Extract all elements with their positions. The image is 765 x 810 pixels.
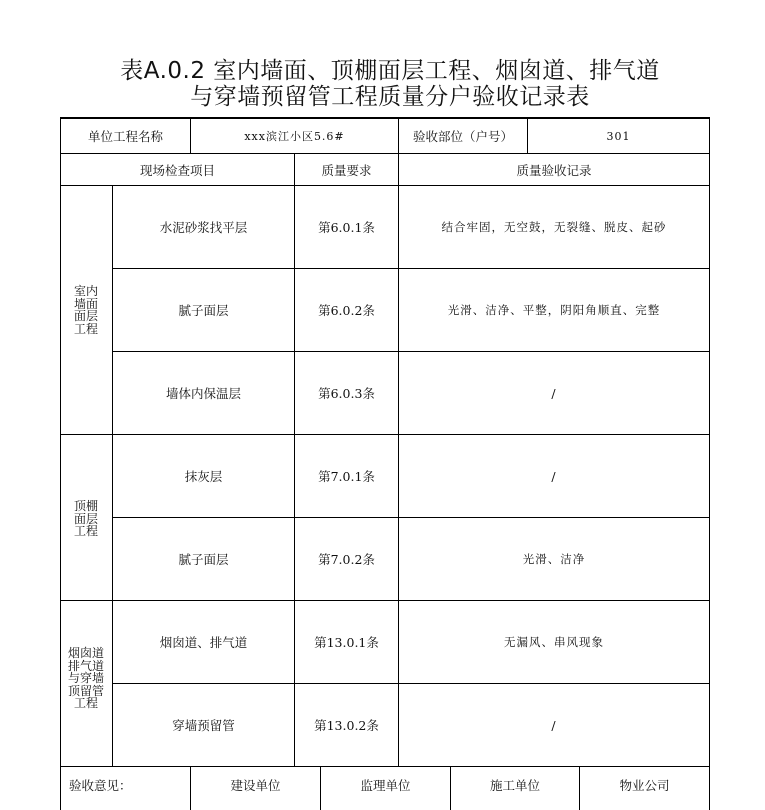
table-row-requirement: 第7.0.2条 <box>318 552 375 567</box>
footer-unit-contractor: 施工单位 <box>489 778 540 793</box>
table-row-item: 穿墙预留管 <box>172 718 235 733</box>
column-header-requirement: 质量要求 <box>321 162 372 178</box>
table-row-record: / <box>551 468 557 484</box>
table-row-requirement: 第13.0.2条 <box>314 718 379 733</box>
table-row-requirement: 第13.0.1条 <box>314 635 379 650</box>
table-row-requirement: 第6.0.3条 <box>318 386 375 401</box>
table-row-record: 结合牢固，无空鼓，无裂缝、脱皮、起砂 <box>441 220 667 234</box>
footer-unit-property: 物业公司 <box>619 778 670 793</box>
footer-unit-supervision: 监理单位 <box>360 778 411 793</box>
table-row-item: 腻子面层 <box>178 303 229 318</box>
group-label-wall: 室内墙面面层工程 <box>73 284 98 336</box>
table-row-requirement: 第7.0.1条 <box>318 469 375 484</box>
table-row-requirement: 第6.0.2条 <box>318 303 375 318</box>
table-row-item: 烟囱道、排气道 <box>159 635 248 650</box>
table-row-item: 水泥砂浆找平层 <box>159 220 248 235</box>
table-row-record: 光滑、洁净、平整，阴阳角顺直、完整 <box>447 303 661 317</box>
table-row-record: 光滑、洁净 <box>522 552 586 566</box>
table-row-item: 墙体内保温层 <box>165 386 241 401</box>
column-header-record: 质量验收记录 <box>516 162 592 178</box>
table-row-record: / <box>551 717 557 733</box>
inspection-part-label: 验收部位（户号） <box>412 129 513 144</box>
unit-name-label: 单位工程名称 <box>87 129 163 144</box>
unit-name-value: xxx滨江小区5.6# <box>244 130 345 143</box>
form-title-line-2: 与穿墙预留管工程质量分户验收记录表 <box>190 84 590 110</box>
column-header-item: 现场检查项目 <box>139 162 215 178</box>
group-label-chimney: 烟囱道排气道与穿墙顶留管工程 <box>67 646 104 711</box>
footer-unit-construction: 建设单位 <box>230 778 281 793</box>
table-row-record: / <box>551 385 557 401</box>
table-row-requirement: 第6.0.1条 <box>318 220 375 235</box>
table-row-item: 腻子面层 <box>178 552 229 567</box>
table-row-record: 无漏风、串风现象 <box>504 635 604 649</box>
inspection-part-value: 301 <box>606 129 631 143</box>
table-row-item: 抹灰层 <box>184 469 223 484</box>
group-label-ceiling: 顶棚面层工程 <box>73 499 98 539</box>
form-title-line-1: 表A.0.2 室内墙面、顶棚面层工程、烟囱道、排气道 <box>120 58 660 84</box>
acceptance-opinion-label: 验收意见： <box>69 778 132 793</box>
